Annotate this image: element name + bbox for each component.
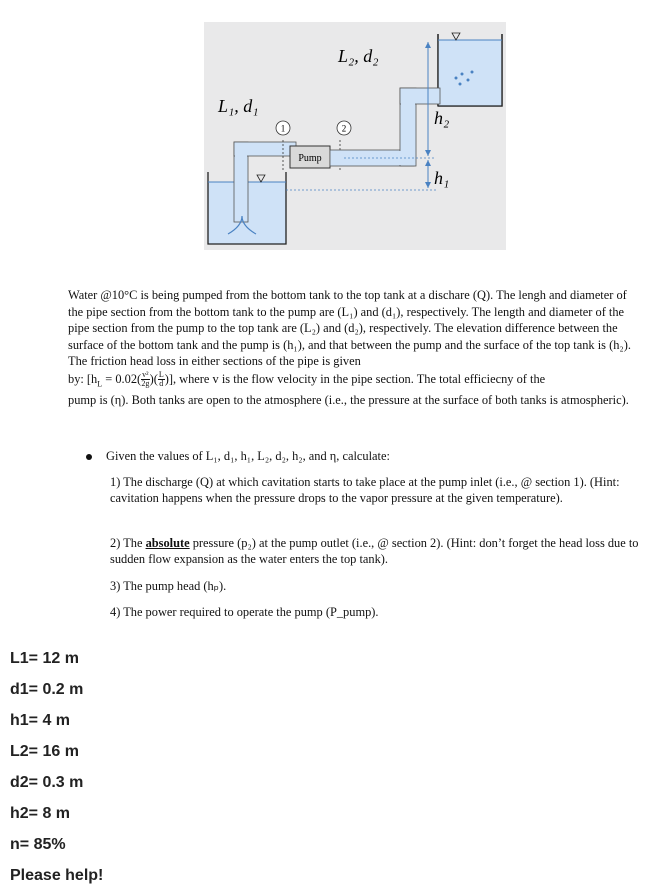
- pump-label: Pump: [298, 153, 322, 164]
- bullet-item: [86, 449, 390, 464]
- question-2: [110, 535, 640, 567]
- formula-post: )], where v is the flow velocity in the pipe section. The total efficiecny of the: [164, 371, 546, 386]
- pump-system-diagram: [204, 22, 506, 250]
- question-2-post: pressure (p₂) at the pump outlet (i.e., @ section 2). (Hint: don’t forget the head loss due to sudden flow expansion as the water enters the top tank).: [110, 536, 639, 566]
- given-d1: d1= 0.2 m: [10, 681, 84, 698]
- formula-mid2: )(: [149, 371, 158, 386]
- problem-paragraph-end: pump is (η). Both tanks are open to the atmosphere (i.e., the pressure at the surface of both tanks is atmospheric).: [68, 393, 629, 408]
- section-1-label: 1: [280, 123, 286, 134]
- frac1-den: 2g: [141, 379, 150, 389]
- given-l2: L2= 16 m: [10, 743, 79, 760]
- formula-mid: = 0.02(: [102, 371, 142, 386]
- bullet-text: Given the values of L₁, d₁, h₁, L₂, d₂, h₂, and η, calculate:: [106, 449, 390, 463]
- friction-formula-line: [68, 371, 644, 393]
- label-l2-d2: L₂, d₂: [338, 46, 379, 66]
- question-4: 4) The power required to operate the pump (P_pump).: [110, 605, 379, 619]
- label-h2: h₂: [434, 108, 450, 128]
- frac2-num: L: [158, 370, 164, 380]
- given-values: [10, 648, 103, 896]
- question-1: 1) The discharge (Q) at which cavitation starts to take place at the pump inlet (i.e., @ section 1). (Hint: cavitation happens when the pressure drops to the vapor pressure at the given temperature).: [110, 475, 620, 505]
- formula-subscript: L: [97, 378, 103, 388]
- length-fraction: [158, 371, 165, 388]
- given-n: n= 85%: [10, 836, 66, 853]
- question-2-pre: 2) The: [110, 536, 146, 550]
- problem-statement: [68, 287, 644, 409]
- given-h2: h2= 8 m: [10, 805, 71, 822]
- bullet-icon: [86, 454, 92, 460]
- frac1-num: v²: [142, 370, 149, 380]
- help-request: Please help!: [10, 867, 104, 884]
- formula-pre: by: [h: [68, 371, 98, 386]
- given-d2: d2= 0.3 m: [10, 774, 84, 791]
- label-h1: h₁: [434, 168, 450, 188]
- given-h1: h1= 4 m: [10, 712, 71, 729]
- question-3: 3) The pump head (hₚ).: [110, 579, 227, 593]
- given-l1: L1= 12 m: [10, 650, 79, 667]
- top-tank-water-full: [438, 40, 502, 106]
- question-2-emphasis: absolute: [145, 536, 190, 550]
- frac2-den: d: [159, 379, 164, 389]
- section-2-label: 2: [341, 123, 347, 134]
- label-l1-d1: L₁, d₁: [218, 96, 259, 116]
- problem-paragraph: Water @10°C is being pumped from the bottom tank to the top tank at a dischare (Q). The lengh and diameter of the pipe section from the bottom tank to the pump are (L₁) and (d₁), respectively. The length and diameter of the pipe section from the pump to the top tank are (L₂) and (d₂), respectively. The elevation difference between the surface of the bottom tank and the pump is (h₁), and that between the pump and the surface of the top tank is (h₂). The friction head loss in either sections of the pipe is given: [68, 288, 631, 368]
- velocity-fraction: [141, 371, 149, 388]
